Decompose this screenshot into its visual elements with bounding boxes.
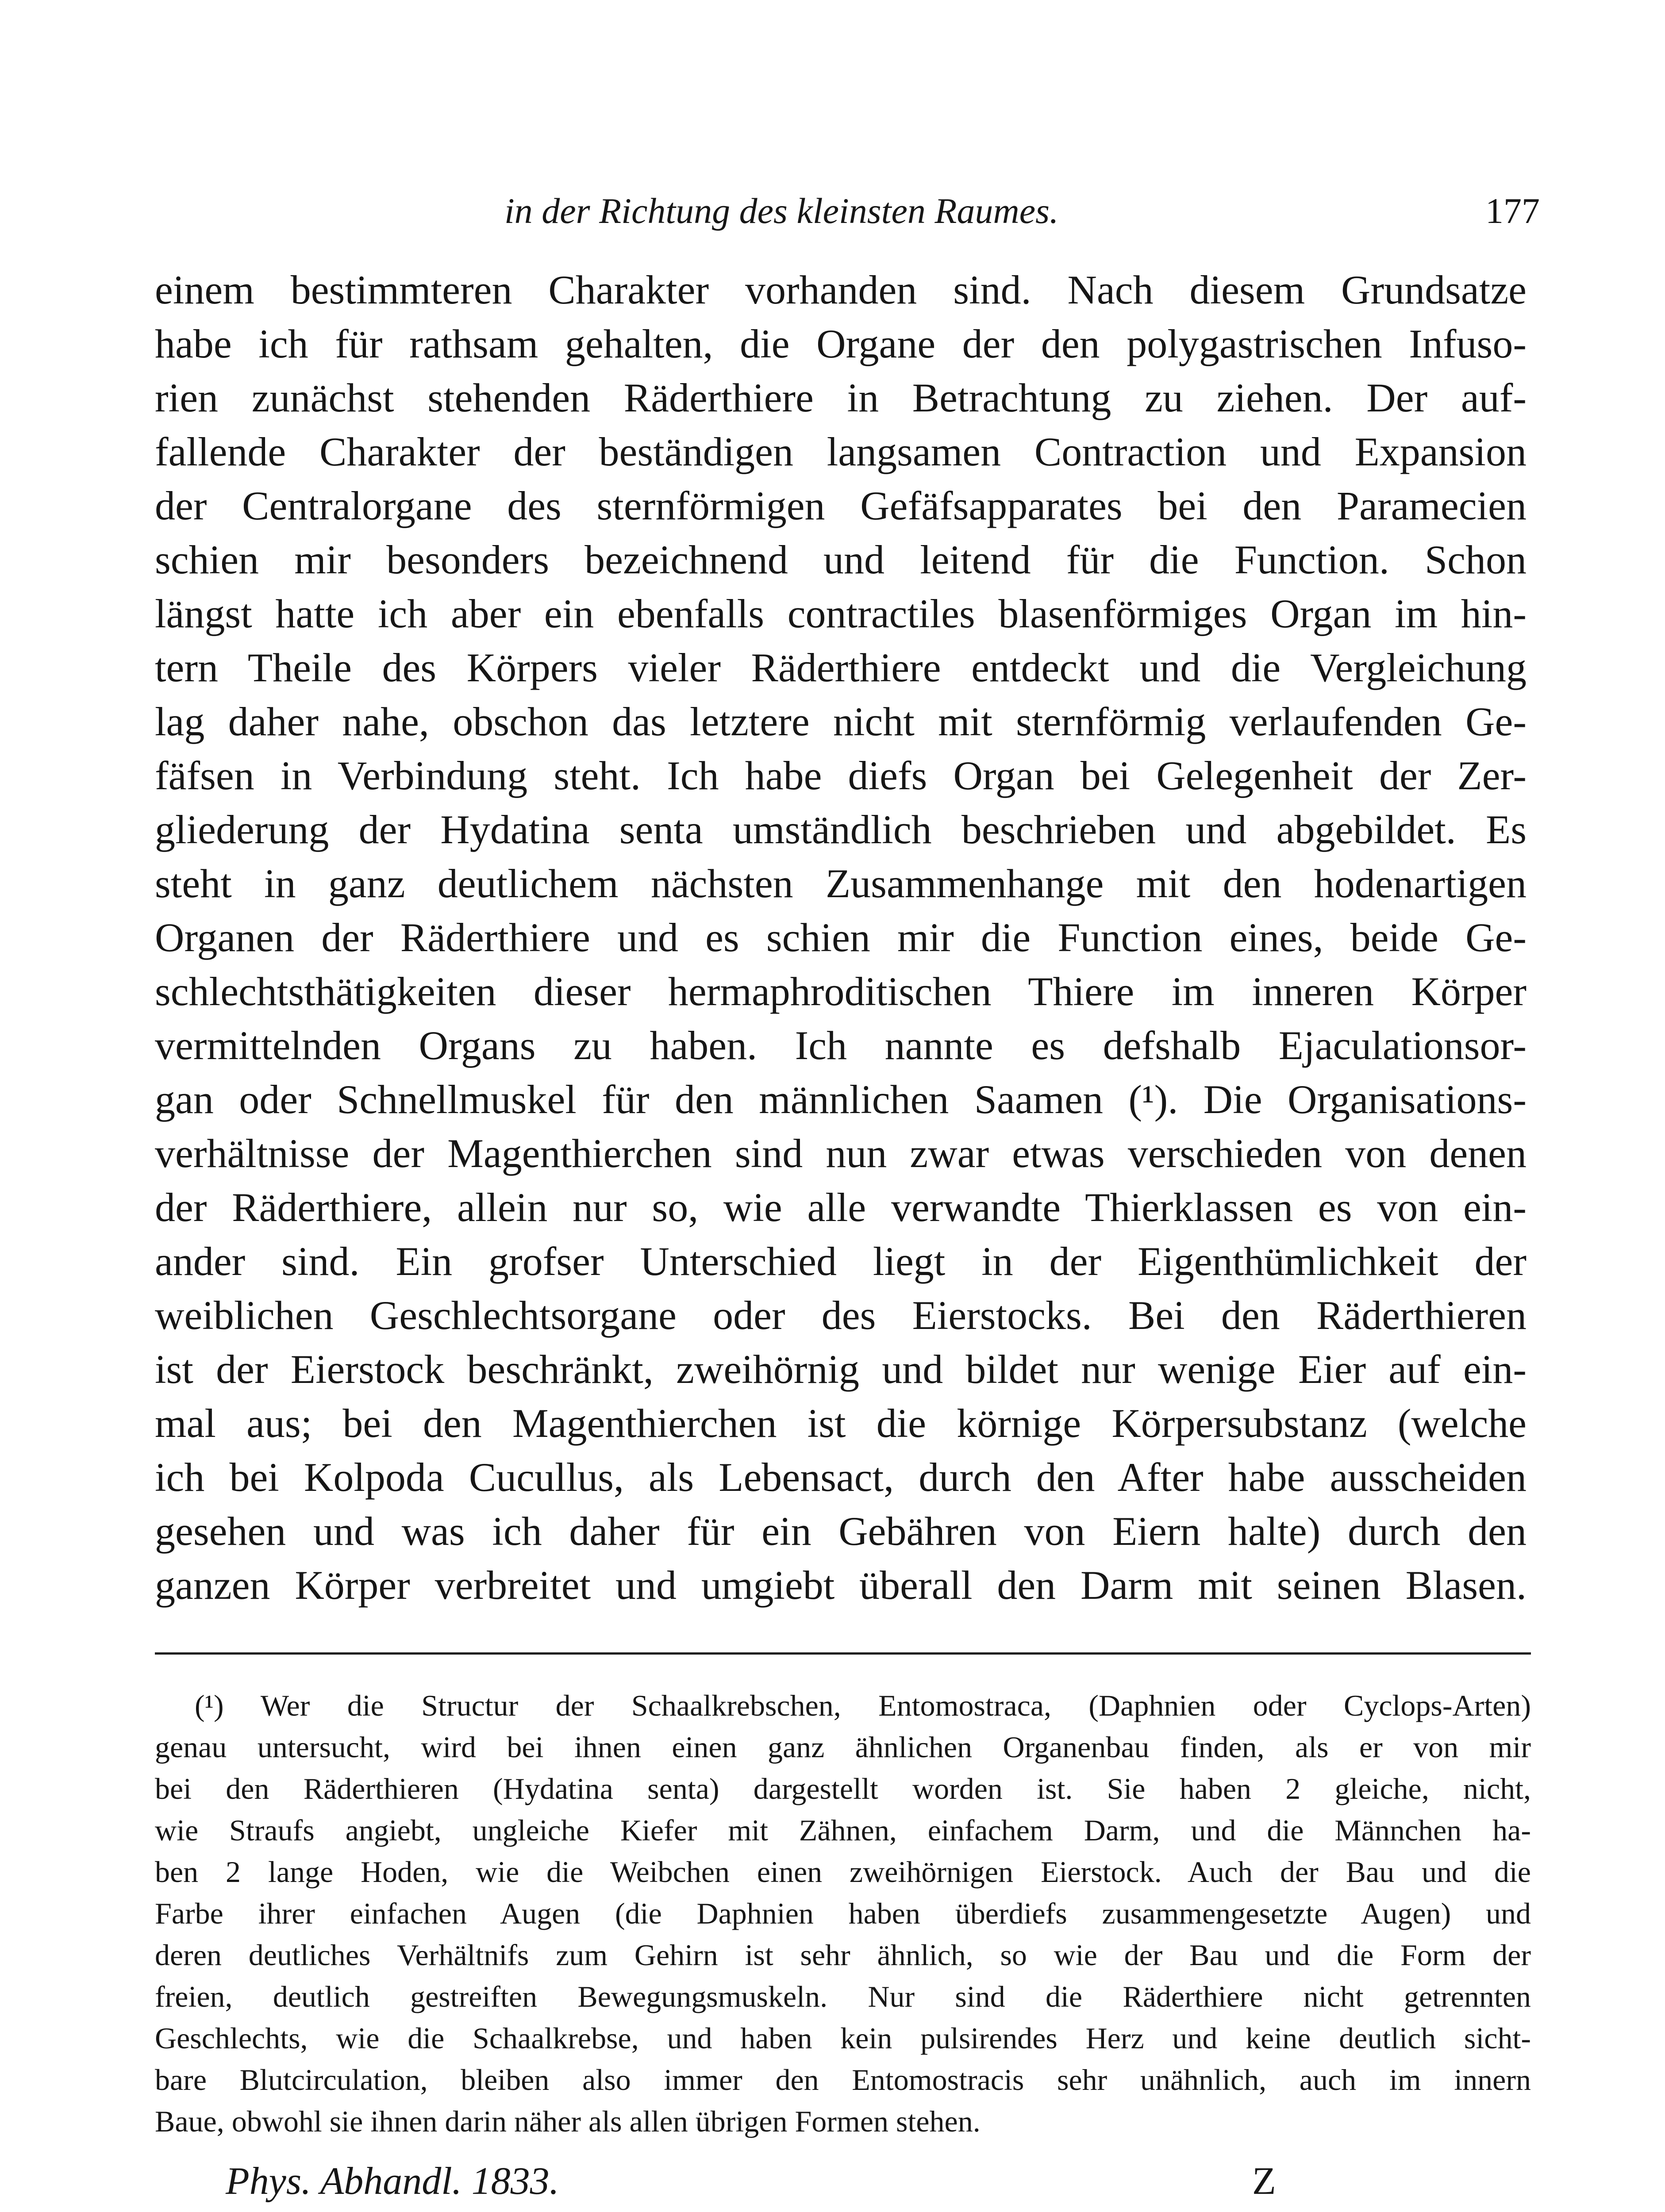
text-line: vermittelnden Organs zu haben. Ich nannte es defshalb Ejaculationsor-: [155, 1023, 1527, 1068]
text-line: längst hatte ich aber ein ebenfalls contractiles blasenförmiges Organ im hin-: [155, 591, 1527, 636]
footnote-divider: [155, 1652, 1531, 1655]
text-line: mal aus; bei den Magenthierchen ist die körnige Körpersubstanz (welche: [155, 1401, 1527, 1446]
text-line: lag daher nahe, obschon das letztere nicht mit sternförmig verlaufenden Ge-: [155, 699, 1527, 744]
text-line: schlechtsthätigkeiten dieser hermaphroditischen Thiere im inneren Körper: [155, 969, 1527, 1014]
footnote-line: bei den Räderthieren (Hydatina senta) dargestellt worden ist. Sie haben 2 gleiche, nicht,: [155, 1772, 1531, 1805]
page-number: 177: [1485, 191, 1540, 231]
page-header: [504, 190, 1540, 239]
text-line: steht in ganz deutlichem nächsten Zusammenhange mit den hodenartigen: [155, 861, 1527, 906]
text-line: Organen der Räderthiere und es schien mir die Function eines, beide Ge-: [155, 915, 1527, 960]
text-line: der Centralorgane des sternförmigen Gefäfsapparates bei den Paramecien: [155, 483, 1527, 528]
footnote-line: wie Straufs angiebt, ungleiche Kiefer mit Zähnen, einfachem Darm, und die Männchen ha-: [155, 1813, 1531, 1847]
text-line: ist der Eierstock beschränkt, zweihörnig und bildet nur wenige Eier auf ein-: [155, 1347, 1527, 1392]
text-line: gan oder Schnellmuskel für den männlichen Saamen (¹). Die Organisations-: [155, 1077, 1527, 1122]
footnote-line: Farbe ihrer einfachen Augen (die Daphnien haben überdiefs zusammengesetzte Augen) und: [155, 1897, 1531, 1930]
text-line: schien mir besonders bezeichnend und leitend für die Function. Schon: [155, 537, 1527, 582]
running-title: in der Richtung des kleinsten Raumes.: [504, 191, 1059, 231]
text-line: ganzen Körper verbreitet und umgiebt überall den Darm mit seinen Blasen.: [155, 1563, 1527, 1608]
text-line: ich bei Kolpoda Cucullus, als Lebensact, durch den After habe ausscheiden: [155, 1455, 1527, 1500]
signature-mark: Z: [1252, 2160, 1276, 2203]
footnote-line: (¹) Wer die Structur der Schaalkrebschen, Entomostraca, (Daphnien oder Cyclops-Arten): [195, 1689, 1531, 1722]
text-line: habe ich für rathsam gehalten, die Organe der den polygastrischen Infuso-: [155, 321, 1527, 366]
footnote-line: bare Blutcirculation, bleiben also immer den Entomostracis sehr unähnlich, auch im innern: [155, 2063, 1531, 2097]
footnote-line: ben 2 lange Hoden, wie die Weibchen einen zweihörnigen Eierstock. Auch der Bau und die: [155, 1855, 1531, 1889]
footnote-line: genau untersucht, wird bei ihnen einen ganz ähnlichen Organenbau finden, als er von mir: [155, 1730, 1531, 1764]
footnote-line: freien, deutlich gestreiften Bewegungsmuskeln. Nur sind die Räderthiere nicht getrennten: [155, 1980, 1531, 2013]
text-line: verhältnisse der Magenthierchen sind nun zwar etwas verschieden von denen: [155, 1131, 1527, 1176]
footnote-line: Baue, obwohl sie ihnen darin näher als allen übrigen Formen stehen.: [155, 2104, 981, 2138]
footnote-line: Geschlechts, wie die Schaalkrebse, und haben kein pulsirendes Herz und keine deutlich sicht-: [155, 2021, 1531, 2055]
text-line: gliederung der Hydatina senta umständlich beschrieben und abgebildet. Es: [155, 807, 1527, 852]
text-line: weiblichen Geschlechtsorgane oder des Eierstocks. Bei den Räderthieren: [155, 1293, 1527, 1338]
text-line: ander sind. Ein grofser Unterschied liegt in der Eigenthümlichkeit der: [155, 1239, 1527, 1284]
text-line: rien zunächst stehenden Räderthiere in Betrachtung zu ziehen. Der auf-: [155, 375, 1527, 420]
text-line: fäfsen in Verbindung steht. Ich habe diefs Organ bei Gelegenheit der Zer-: [155, 753, 1527, 798]
text-line: der Räderthiere, allein nur so, wie alle verwandte Thierklassen es von ein-: [155, 1185, 1527, 1230]
signature-journal: Phys. Abhandl. 1833.: [226, 2160, 559, 2203]
text-line: einem bestimmteren Charakter vorhanden sind. Nach diesem Grundsatze: [155, 267, 1527, 312]
text-line: gesehen und was ich daher für ein Gebähren von Eiern halte) durch den: [155, 1509, 1527, 1554]
text-line: tern Theile des Körpers vieler Räderthiere entdeckt und die Vergleichung: [155, 645, 1527, 690]
text-line: fallende Charakter der beständigen langsamen Contraction und Expansion: [155, 429, 1527, 474]
footnote-line: deren deutliches Verhältnifs zum Gehirn ist sehr ähnlich, so wie der Bau und die Form der: [155, 1938, 1531, 1972]
